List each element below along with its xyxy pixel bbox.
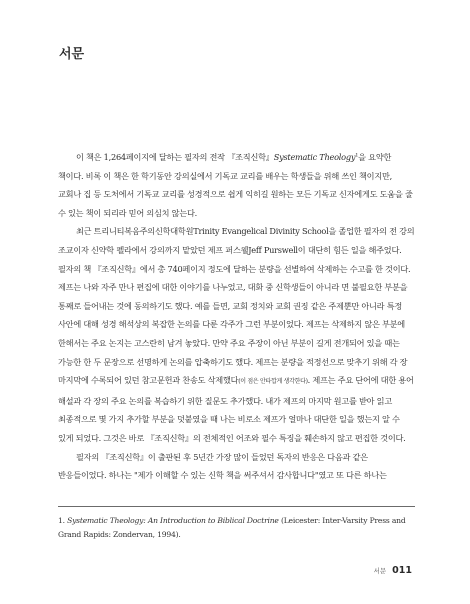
folio-label: 서문 [373,567,387,575]
footnote-italic-title: Systematic Theology: An Introduction to Biblical Doctrine [67,516,279,525]
paragraph-1 [58,148,416,222]
footnote-divider [58,506,415,507]
footnote-number: 1. [58,516,65,525]
page-folio [374,565,412,576]
footnote-text: (Leicester: Inter-Varsity Press and Grand Rapids: Zondervan, 1994). [58,516,406,539]
paragraph-3 [58,448,416,485]
paragraph-1-text-after: 을 요약한 책이다. 비록 이 책은 한 학기동안 강의실에서 기독교 교리를 배우는 학생들을 위해 쓰인 책이지만, 교회나 집 등 도처에서 기독교 교리를 성경적으로 쉽게 익히길 원하는 모든 기독교 신자에게도 도움을 줄 수 있는 책이 되리라 믿어 의심치 않는다. [58,152,413,218]
paragraph-2-text-before: 최근 트리니티복음주의신학대학원Trinity Evangelical Divinity School을 졸업한 필자의 전 강의 조교이자 신약학 펠라에서 강의까지 맡았던 제프 퍼스웰Jeff Purswell이 대단히 힘든 일을 해주었다. 필자의 책 『조직신학』에서 총 740페이지 정도에 달하는 분량을 선별하여 삭제하는 수고를 한 것이다. 제프는 나와 자주 만나 편집에 대한 이야기를 나누었고, 대화 중 신학생들이 아니라 면 불필요한 부분을 통째로 들어내는 것에 동의하기도 했다. 예를 들면, 교회 정치와 교회 권징 같은 주제뿐만 아니라 특정 사안에 대해 성경 해석상의 복잡한 논의를 다룬 각주가 그런 부분이었다. 제프는 삭제하지 않은 부분에 한해서는 주요 논지는 고스란히 남겨 놓았다. 만약 주요 주장이 아닌 부분이 길게 전개되어 있을 때는 가능한 한 두 문장으로 선명하게 논의를 압축하기도 했다. 제프는 분량을 적정선으로 맞추기 위해 각 장 마지막에 수록되어 있던 참고문헌과 찬송도 삭제했다 [58,226,415,386]
paragraph-2-text-after: . 제프는 주요 단어에 대한 용어 해설과 각 장의 주요 논의를 복습하기 위한 질문도 추가했다. 내가 제프의 마지막 원고를 받아 읽고 최종적으로 몇 가지 추가할 부분을 덧붙였을 때 나는 비로소 제프가 얼마나 대단한 일을 했는지 알 수 있게 되었다. 그것은 바로 『조직신학』의 전체적인 어조와 필수 특징을 훼손하지 않고 편집한 것이다. [58,375,414,443]
page-number: 011 [392,565,412,576]
body-text [58,148,416,485]
footnote-mark: 1 [355,152,359,159]
paragraph-2 [58,222,416,447]
paragraph-1-italic-title: Systematic Theology [273,152,356,162]
paragraph-1-text-before: 이 책은 1,264페이지에 달하는 필자의 전작 『조직신학』 [76,152,274,162]
footnote [58,514,416,542]
paragraph-2-aside: (이 점은 안타깝게 생각한다) [238,378,308,386]
chapter-heading: 서문 [59,47,85,62]
paragraph-3-text: 필자의 『조직신학』이 출판된 후 5년간 가장 많이 들었던 독자의 반응은 다음과 같은 반응들이었다. 하나는 "제가 이해할 수 있는 신학 책을 써주셔서 감사합니다"였고 또 다른 하나는 [58,451,387,481]
